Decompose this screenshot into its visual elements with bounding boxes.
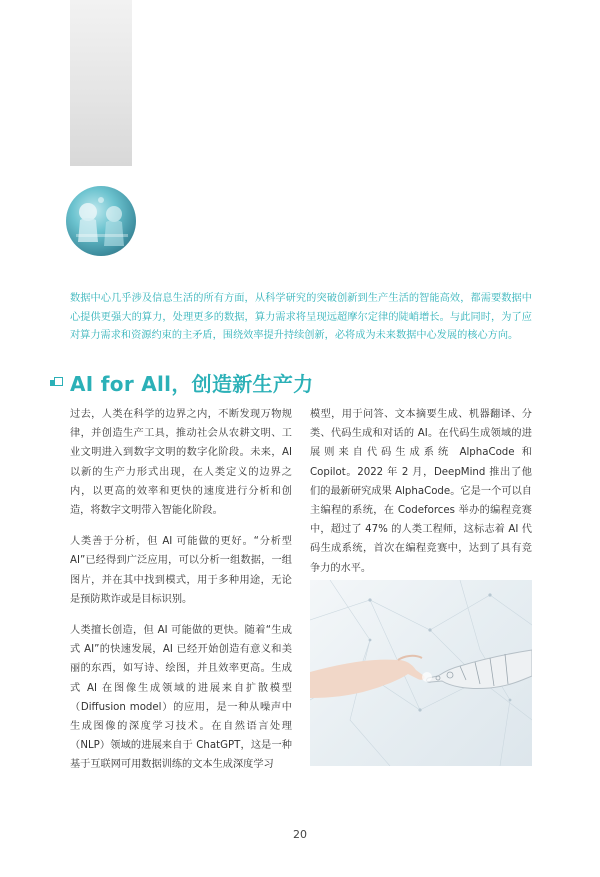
paragraph-analytical-ai: 人类善于分析，但 AI 可能做的更好。“分析型AI”已经得到广泛应用，可以分析一组数据，一组图片，并在其中找到模式，用于多种用途，无论是预防欺诈或是目标识别。 [70,536,292,605]
right-column [310,405,532,590]
section-title: AI for All，创造新生产力 [70,372,314,396]
square-bullet-icon [50,377,62,389]
decorative-grey-block [70,0,132,166]
paragraph-generative-ai: 人类擅长创造，但 AI 可能做的更快。随着“生成式 AI”的快速发展，AI 已经开始创造有意义和美丽的东西，如写诗、绘图，并且效率更高。生成式 AI 在图像生成领域的进展来自扩散模型（Diffusion model）的应用，是一种从噪声中生成图像的深度学习技术。在自然语言处理（NLP）领域的进展来自于 ChatGPT，这是一种基于互联网可用数据训练的文本生成深度学习 [70,625,292,771]
robot-circle-image [66,186,136,256]
page-number: 20 [293,828,307,841]
paragraph-code-generation: 模型，用于问答、文本摘要生成、机器翻译、分类、代码生成和对话的 AI。在代码生成领域的进展则来自代码生成系统 AlphaCode 和 Copilot。2022 年 2 月，DeepMind 推出了他们的最新研究成果 AlphaCode。它是一个可以自主编程的系统，在 Codeforces 举办的编程竞赛中，超过了 47% 的人类工程师，这标志着 AI 代码生成系统，首次在编程竞赛中，达到了具有竞争力的水平。 [310,409,532,574]
human-robot-hands-image [310,580,532,766]
paragraph-history: 过去，人类在科学的边界之内，不断发现万物规律，并创造生产工具，推动社会从农耕文明、工业文明进入到数字文明的数字化阶段。未来，AI以新的生产力形式出现，在人类定义的边界之内，以更高的效率和更快的速度进行分析和创造，将数字文明带入智能化阶段。 [70,409,292,517]
intro-paragraph: 数据中心几乎涉及信息生活的所有方面，从科学研究的突破创新到生产生活的智能高效，都需要数据中心提供更强大的算力，处理更多的数据，算力需求将呈现远超摩尔定律的陡峭增长。与此同时，为了应对算力需求和资源约束的主矛盾，围绕效率提升持续创新，必将成为未来数据中心发展的核心方向。 [70,293,532,341]
section-heading [50,368,313,397]
left-column [70,405,292,787]
